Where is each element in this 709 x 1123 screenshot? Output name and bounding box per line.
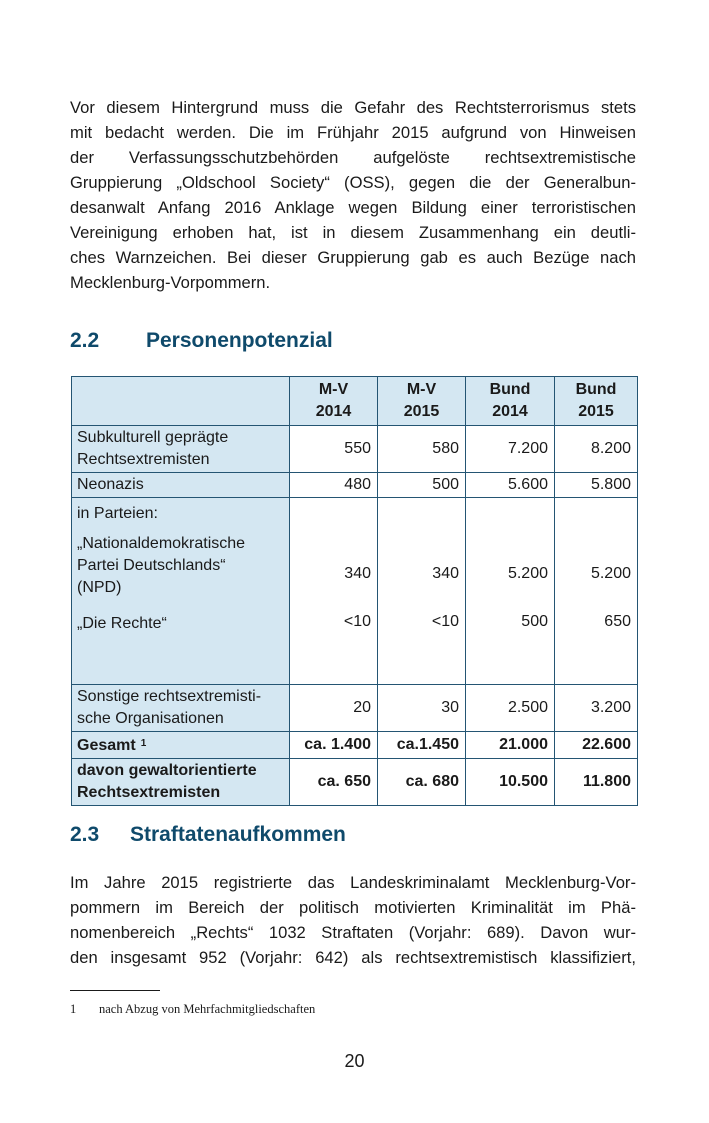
rechte-label: „Die Rechte“ xyxy=(77,615,167,632)
section-number: 2.2 xyxy=(70,329,100,352)
table-row-neonazis xyxy=(72,473,638,498)
row-label: Neonazis xyxy=(72,473,290,498)
parteien-label: in Parteien: xyxy=(77,505,158,522)
rechte-value: <10 xyxy=(343,613,371,630)
rechte-value: 650 xyxy=(604,613,631,630)
intro-line: mit bedacht werden. Die im Frühjahr 2015 aufgrund von Hinweisen xyxy=(70,123,636,142)
intro-line: der Verfassungsschutzbehörden aufgelöste rechtsextremistische xyxy=(70,148,636,167)
table-cell: 2.500 xyxy=(466,685,555,732)
header-empty-cell xyxy=(72,377,290,426)
intro-line: Vor diesem Hintergrund muss die Gefahr des Rechtsterrorismus stets xyxy=(70,98,636,117)
row-label xyxy=(72,498,290,685)
table-cell: ca. 650 xyxy=(290,759,378,806)
table-cell: 11.800 xyxy=(555,759,638,806)
intro-line: Vereinigung erhoben hat, ist in diesem Zusammenhang ein deutli- xyxy=(70,223,636,242)
page-number: 20 xyxy=(344,1051,365,1071)
table-cell: 500 xyxy=(378,473,466,498)
table-cell: ca. 1.400 xyxy=(290,732,378,759)
table-cell-stack xyxy=(290,498,378,685)
footnote xyxy=(70,1001,315,1017)
row-label: Sonstige rechtsextremisti- sche Organisationen xyxy=(72,685,290,732)
table-row-sonstige xyxy=(72,685,638,732)
npd-value: 5.200 xyxy=(507,565,548,582)
row-label: davon gewaltorientierte Rechtsextremisten xyxy=(72,759,290,806)
table-row-subkulturell xyxy=(72,426,638,473)
footnote-ref: 1 xyxy=(140,738,147,749)
table-cell: 5.600 xyxy=(466,473,555,498)
table-cell: 22.600 xyxy=(555,732,638,759)
npd-value: 340 xyxy=(344,565,371,582)
section-heading-straftatenaufkommen xyxy=(70,822,346,848)
outro-line: den insgesamt 952 (Vorjahr: 642) als rechtsextremistisch klassifiziert, xyxy=(70,948,636,967)
intro-line: Mecklenburg-Vorpommern. xyxy=(70,273,271,292)
table-cell: 5.800 xyxy=(555,473,638,498)
section-number: 2.3 xyxy=(70,823,100,846)
intro-line: desanwalt Anfang 2016 Anklage wegen Bildung einer terroristischen xyxy=(70,198,636,217)
intro-line: ches Warnzeichen. Bei dieser Gruppierung gab es auch Bezüge nach xyxy=(70,248,636,267)
table-row-parteien xyxy=(72,498,638,685)
header-cell: M-V 2015 xyxy=(378,377,466,426)
rechte-value: 500 xyxy=(521,613,548,630)
table-row-gesamt xyxy=(72,732,638,759)
table-cell: 480 xyxy=(290,473,378,498)
table-cell-stack xyxy=(555,498,638,685)
section-title: Straftatenaufkommen xyxy=(130,823,346,846)
table-cell: 7.200 xyxy=(466,426,555,473)
rechte-value: <10 xyxy=(431,613,459,630)
section-heading-personenpotenzial xyxy=(70,328,333,354)
footnote-divider xyxy=(70,990,160,991)
outro-line: pommern im Bereich der politisch motivierten Kriminalität im Phä- xyxy=(70,898,636,917)
personenpotenzial-table xyxy=(71,376,638,806)
table-cell-stack xyxy=(378,498,466,685)
outro-line: nomenbereich „Rechts“ 1032 Straftaten (Vorjahr: 689). Davon wur- xyxy=(70,923,636,942)
table-cell: 3.200 xyxy=(555,685,638,732)
table-row-gewalt xyxy=(72,759,638,806)
footnote-text: nach Abzug von Mehrfachmitgliedschaften xyxy=(99,1002,316,1016)
header-cell: Bund 2014 xyxy=(466,377,555,426)
table-cell: 21.000 xyxy=(466,732,555,759)
table-cell: 30 xyxy=(378,685,466,732)
intro-line: Gruppierung „Oldschool Society“ (OSS), gegen die der Generalbun- xyxy=(70,173,636,192)
row-label: Gesamt $^1$ xyxy=(72,732,290,759)
intro-paragraph xyxy=(70,95,636,295)
table-cell: ca. 680 xyxy=(378,759,466,806)
header-cell: M-V 2014 xyxy=(290,377,378,426)
table-cell-stack xyxy=(466,498,555,685)
table-cell: 8.200 xyxy=(555,426,638,473)
table-cell: ca.1.450 xyxy=(378,732,466,759)
footnote-number: 1 xyxy=(70,1002,77,1016)
outro-line: Im Jahre 2015 registrierte das Landeskriminalamt Mecklenburg-Vor- xyxy=(70,873,636,892)
outro-paragraph xyxy=(70,870,636,970)
section-title: Personenpotenzial xyxy=(146,329,333,352)
table-header-row xyxy=(72,377,638,426)
npd-label: „Nationaldemokratische Partei Deutschlands“ (NPD) xyxy=(77,535,246,596)
header-cell: Bund 2015 xyxy=(555,377,638,426)
npd-value: 340 xyxy=(432,565,459,582)
table-cell: 550 xyxy=(290,426,378,473)
table-cell: 10.500 xyxy=(466,759,555,806)
table-cell: 20 xyxy=(290,685,378,732)
table-cell: 580 xyxy=(378,426,466,473)
npd-value: 5.200 xyxy=(590,565,631,582)
row-label: Subkulturell geprägte Rechtsextremisten xyxy=(72,426,290,473)
